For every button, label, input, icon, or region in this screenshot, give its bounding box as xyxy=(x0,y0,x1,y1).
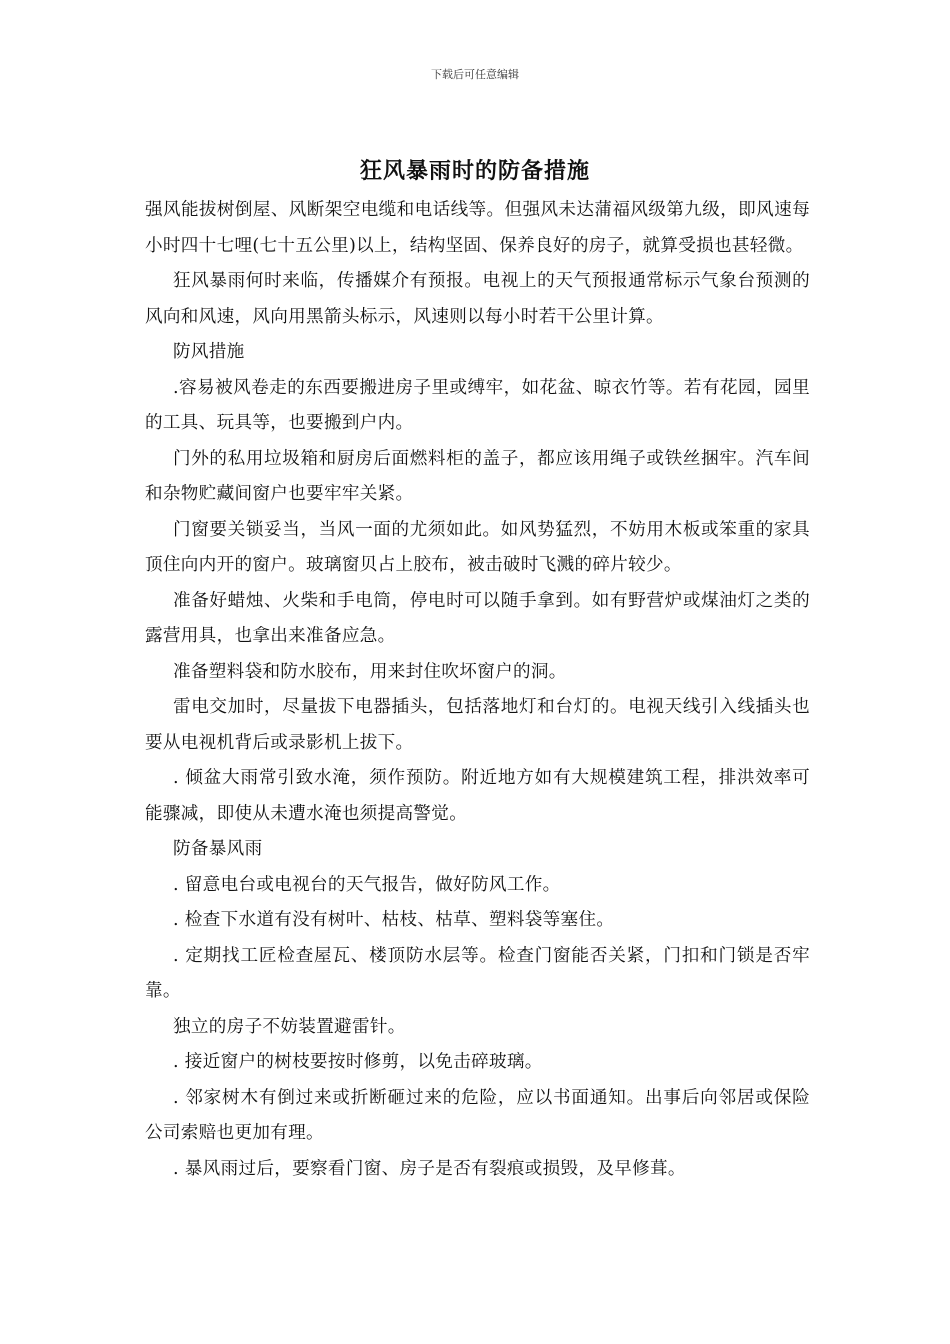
document-body xyxy=(145,193,810,1187)
section-heading: 防备暴风雨 xyxy=(173,839,263,859)
paragraph: 准备好蜡烛、火柴和手电筒，停电时可以随手拿到。如有野营炉或煤油灯之类的露营用具，也拿出来准备应急。 xyxy=(145,590,810,646)
paragraph: 门外的私用垃圾箱和厨房后面燃料柜的盖子，都应该用绳子或铁丝捆牢。汽车间和杂物贮藏间窗户也要牢牢关紧。 xyxy=(145,448,810,504)
paragraph: . 暴风雨过后，要察看门窗、房子是否有裂痕或损毁，及早修葺。 xyxy=(173,1158,686,1179)
header-note: 下载后可任意编辑 xyxy=(431,68,519,81)
document-title: 狂风暴雨时的防备措施 xyxy=(359,158,590,184)
paragraph: 准备塑料袋和防水胶布，用来封住吹坏窗户的洞。 xyxy=(173,661,567,682)
paragraph: . 邻家树木有倒过来或折断砸过来的危险，应以书面通知。出事后向邻居或保险公司索赔也更加有理。 xyxy=(145,1087,810,1143)
paragraph: 门窗要关锁妥当，当风一面的尤须如此。如风势猛烈，不妨用木板或笨重的家具顶住向内开的窗户。玻璃窗贝占上胶布，被击破时飞溅的碎片较少。 xyxy=(145,519,810,575)
paragraph: . 定期找工匠检查屋瓦、楼顶防水层等。检查门窗能否关紧，门扣和门锁是否牢靠。 xyxy=(145,945,810,1001)
paragraph: .容易被风卷走的东西要搬进房子里或缚牢，如花盆、晾衣竹等。若有花园，园里的工具、玩具等，也要搬到户内。 xyxy=(145,377,810,433)
paragraph: 强风能拔树倒屋、风断架空电缆和电话线等。但强风未达蒲福风级第九级，即风速每小时四十七哩(七十五公里)以上，结构坚固、保养良好的房子，就算受损也甚轻微。 xyxy=(145,200,810,256)
paragraph: 狂风暴雨何时来临，传播媒介有预报。电视上的天气预报通常标示气象台预测的风向和风速，风向用黑箭头标示，风速则以每小时若干公里计算。 xyxy=(145,271,810,327)
paragraph: . 检查下水道有没有树叶、枯枝、枯草、塑料袋等塞住。 xyxy=(173,910,615,930)
paragraph: 雷电交加时，尽量拔下电器插头，包括落地灯和台灯的。电视天线引入线插头也要从电视机背后或录影机上拔下。 xyxy=(145,697,810,753)
paragraph: . 倾盆大雨常引致水淹，须作预防。附近地方如有大规模建筑工程，排洪效率可能骤减，即使从未遭水淹也须提高警觉。 xyxy=(145,768,810,824)
paragraph: . 接近窗户的树枝要按时修剪，以免击碎玻璃。 xyxy=(173,1052,543,1072)
section-heading: 防风措施 xyxy=(173,342,245,362)
paragraph: 独立的房子不妨装置避雷针。 xyxy=(173,1016,406,1037)
paragraph: . 留意电台或电视台的天气报告，做好防风工作。 xyxy=(173,874,561,895)
